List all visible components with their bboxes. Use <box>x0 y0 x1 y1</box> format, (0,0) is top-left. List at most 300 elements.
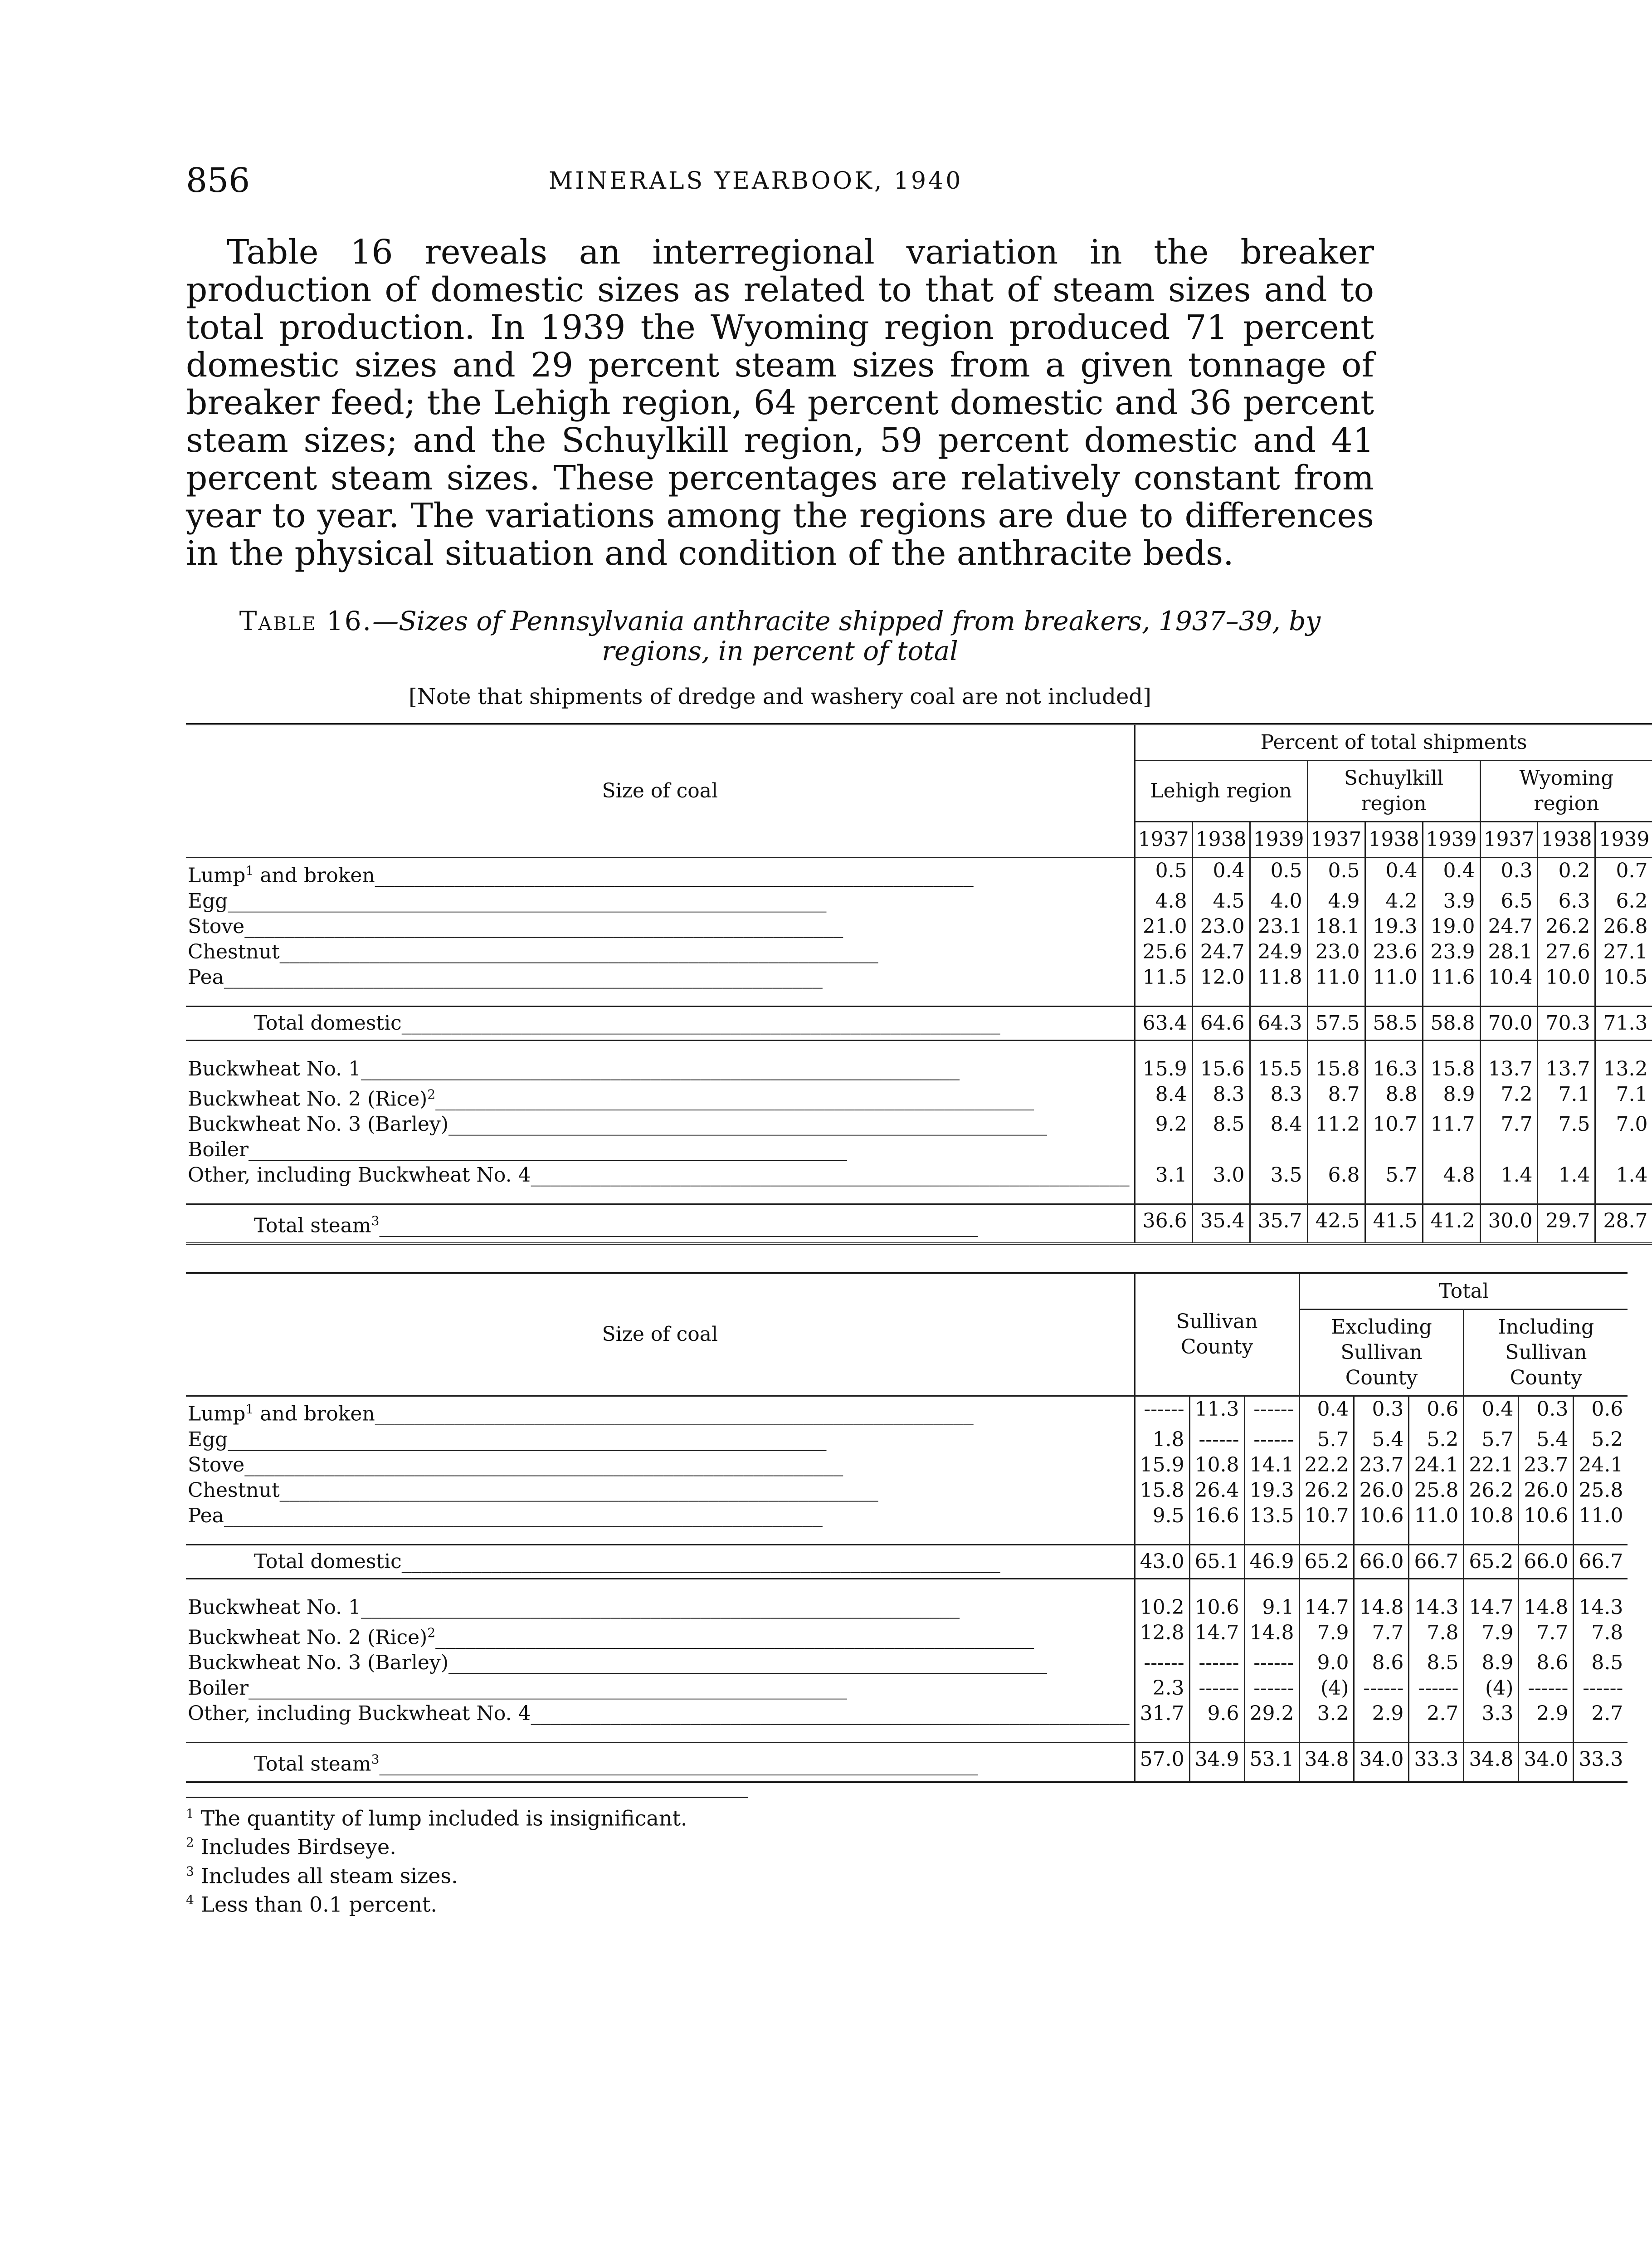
cell-value: 1.4 <box>1595 1163 1652 1188</box>
table-row <box>186 1137 1652 1163</box>
cell-value: 9.6 <box>1189 1701 1244 1726</box>
cell-value: 5.7 <box>1365 1163 1423 1188</box>
cell-value: 4.5 <box>1192 889 1250 914</box>
cell-value <box>1595 1137 1652 1163</box>
cell-value: 65.1 <box>1189 1545 1244 1579</box>
cell-value: 8.3 <box>1192 1082 1250 1112</box>
row-label: Lump$^1$ and broken____________________________________________________________ <box>188 863 974 887</box>
cell-value: 13.5 <box>1244 1503 1299 1529</box>
table-row <box>186 1204 1652 1244</box>
cell-value: 3.9 <box>1423 889 1480 914</box>
table-note: [Note that shipments of dredge and washery coal are not included] <box>409 684 1151 709</box>
cell-value: 58.8 <box>1423 1006 1480 1040</box>
cell-value: 8.7 <box>1307 1082 1365 1112</box>
table-row <box>186 914 1652 939</box>
cell-value: 7.8 <box>1409 1620 1464 1651</box>
cell-value: 10.6 <box>1189 1595 1244 1620</box>
cell-value: 0.2 <box>1538 858 1595 889</box>
footnote: $^2$ Includes Birdseye. <box>186 1834 396 1859</box>
row-label: Buckwheat No. 1____________________________________________________________ <box>188 1057 960 1080</box>
cell-value: 16.3 <box>1365 1056 1423 1082</box>
cell-value: 8.5 <box>1574 1650 1628 1676</box>
cell-value: 15.8 <box>1135 1478 1189 1503</box>
row-label: Stove____________________________________________________________ <box>188 914 843 938</box>
cell-value: 34.8 <box>1299 1743 1354 1782</box>
cell-value: 18.1 <box>1307 914 1365 939</box>
cell-value: 3.0 <box>1192 1163 1250 1188</box>
cell-value: 9.5 <box>1135 1503 1189 1529</box>
cell-value: 57.0 <box>1135 1743 1189 1782</box>
cell-value: 41.5 <box>1365 1204 1423 1244</box>
cell-value: 7.5 <box>1538 1112 1595 1137</box>
cell-value: (4) <box>1464 1676 1519 1701</box>
dot-leader: ____________________________________________________________ <box>531 1163 1130 1187</box>
running-title: MINERALS YEARBOOK, 1940 <box>549 167 963 195</box>
cell-value: 23.0 <box>1192 914 1250 939</box>
cell-value: 66.7 <box>1409 1545 1464 1579</box>
cell-value: 8.9 <box>1464 1650 1519 1676</box>
table-row <box>186 1163 1652 1188</box>
cell-value: 7.1 <box>1595 1082 1652 1112</box>
cell-value: 46.9 <box>1244 1545 1299 1579</box>
cell-value <box>1365 1137 1423 1163</box>
row-label: Other, including Buckwheat No. 4____________________________________________________________ <box>188 1163 1130 1187</box>
dot-leader: ____________________________________________________________ <box>279 1478 878 1502</box>
including-sullivan-header: Including Sullivan County <box>1464 1309 1628 1396</box>
cell-value: ------ <box>1135 1396 1189 1427</box>
cell-value <box>1192 1137 1250 1163</box>
cell-value: 10.0 <box>1538 965 1595 990</box>
table-row <box>186 1650 1628 1676</box>
cell-value: 4.8 <box>1423 1163 1480 1188</box>
cell-value: 19.0 <box>1423 914 1480 939</box>
cell-value: 22.2 <box>1299 1452 1354 1478</box>
cell-value: 7.9 <box>1299 1620 1354 1651</box>
cell-value: 11.7 <box>1423 1112 1480 1137</box>
cell-value <box>1250 1137 1307 1163</box>
cell-value: 0.4 <box>1464 1396 1519 1427</box>
cell-value: 0.5 <box>1135 858 1192 889</box>
row-label: Pea____________________________________________________________ <box>188 1504 823 1527</box>
cell-value: ------ <box>1244 1650 1299 1676</box>
cell-value: 15.8 <box>1423 1056 1480 1082</box>
row-label: Pea____________________________________________________________ <box>188 965 823 989</box>
cell-value: 11.2 <box>1307 1112 1365 1137</box>
year-header: 1937 <box>1307 822 1365 858</box>
dot-leader: ____________________________________________________________ <box>448 1113 1047 1136</box>
dot-leader: ____________________________________________________________ <box>435 1087 1034 1111</box>
cell-value: 10.8 <box>1189 1452 1244 1478</box>
dot-leader: ____________________________________________________________ <box>224 1504 823 1527</box>
cell-value: 6.3 <box>1538 889 1595 914</box>
cell-value: 26.2 <box>1538 914 1595 939</box>
cell-value: 53.1 <box>1244 1743 1299 1782</box>
cell-value: ------ <box>1189 1676 1244 1701</box>
total-header: Total <box>1299 1273 1628 1309</box>
cell-value: 0.3 <box>1480 858 1538 889</box>
cell-value: 14.8 <box>1244 1620 1299 1651</box>
table-row <box>186 1620 1628 1651</box>
cell-value: 10.7 <box>1365 1112 1423 1137</box>
cell-value: 5.7 <box>1299 1427 1354 1452</box>
table-row <box>186 939 1652 965</box>
cell-value: 9.2 <box>1135 1112 1192 1137</box>
cell-value: 42.5 <box>1307 1204 1365 1244</box>
cell-value: 0.6 <box>1574 1396 1628 1427</box>
cell-value: 10.7 <box>1299 1503 1354 1529</box>
cell-value: 5.4 <box>1354 1427 1409 1452</box>
cell-value: 26.2 <box>1464 1478 1519 1503</box>
cell-value <box>1480 1137 1538 1163</box>
cell-value: 36.6 <box>1135 1204 1192 1244</box>
cell-value: 23.7 <box>1519 1452 1574 1478</box>
cell-value: 26.0 <box>1354 1478 1409 1503</box>
cell-value: 11.5 <box>1135 965 1192 990</box>
dot-leader: ____________________________________________________________ <box>279 940 878 963</box>
year-header: 1937 <box>1135 822 1192 858</box>
cell-value: 10.4 <box>1480 965 1538 990</box>
spacer-row <box>186 1726 1628 1743</box>
dot-leader: ____________________________________________________________ <box>379 1752 978 1776</box>
dot-leader: ____________________________________________________________ <box>244 914 843 938</box>
row-label: Buckwheat No. 1____________________________________________________________ <box>188 1595 960 1619</box>
cell-value: 8.9 <box>1423 1082 1480 1112</box>
row-label: Boiler____________________________________________________________ <box>188 1677 848 1700</box>
cell-value: 7.9 <box>1464 1620 1519 1651</box>
cell-value: 25.6 <box>1135 939 1192 965</box>
cell-value: 15.9 <box>1135 1452 1189 1478</box>
table-row <box>186 1701 1628 1726</box>
cell-value: 28.7 <box>1595 1204 1652 1244</box>
table-row <box>186 1082 1652 1112</box>
cell-value: 33.3 <box>1409 1743 1464 1782</box>
row-label: Other, including Buckwheat No. 4____________________________________________________________ <box>188 1702 1130 1725</box>
year-header: 1937 <box>1480 822 1538 858</box>
footnote: $^3$ Includes all steam sizes. <box>186 1863 458 1888</box>
cell-value: 7.8 <box>1574 1620 1628 1651</box>
cell-value: 11.0 <box>1365 965 1423 990</box>
cell-value: ------ <box>1189 1427 1244 1452</box>
cell-value: 27.6 <box>1538 939 1595 965</box>
table-row <box>186 965 1652 990</box>
cell-value: ------ <box>1244 1396 1299 1427</box>
dot-leader: ____________________________________________________________ <box>401 1549 1000 1573</box>
cell-value: 14.8 <box>1519 1595 1574 1620</box>
sullivan-county-header: Sullivan County <box>1135 1273 1299 1396</box>
page <box>186 161 1650 1917</box>
dot-leader: ____________________________________________________________ <box>361 1057 960 1080</box>
cell-value: 65.2 <box>1299 1545 1354 1579</box>
spacer-row <box>186 1529 1628 1545</box>
cell-value: 24.9 <box>1250 939 1307 965</box>
cell-value: 41.2 <box>1423 1204 1480 1244</box>
cell-value: 0.6 <box>1409 1396 1464 1427</box>
region-header: Wyoming region <box>1480 761 1652 822</box>
cell-value: 11.0 <box>1307 965 1365 990</box>
cell-value: 25.8 <box>1409 1478 1464 1503</box>
cell-value: 14.8 <box>1354 1595 1409 1620</box>
dot-leader: ____________________________________________________________ <box>401 1011 1000 1035</box>
row-label: Buckwheat No. 3 (Barley)____________________________________________________________ <box>188 1113 1047 1136</box>
cell-value: 26.2 <box>1299 1478 1354 1503</box>
cell-value: 8.5 <box>1409 1650 1464 1676</box>
cell-value: 23.7 <box>1354 1452 1409 1478</box>
cell-value: 24.7 <box>1192 939 1250 965</box>
spacer-row <box>186 1188 1652 1204</box>
cell-value: 15.5 <box>1250 1056 1307 1082</box>
cell-value: 5.2 <box>1409 1427 1464 1452</box>
row-label: Total steam$^3$____________________________________________________________ <box>186 1743 1135 1782</box>
cell-value <box>1538 1137 1595 1163</box>
footnote-mark: 3 <box>371 1213 380 1229</box>
cell-value: 12.8 <box>1135 1620 1189 1651</box>
cell-value: 11.0 <box>1574 1503 1628 1529</box>
cell-value: 0.3 <box>1519 1396 1574 1427</box>
cell-value: 5.7 <box>1464 1427 1519 1452</box>
cell-value: 1.4 <box>1480 1163 1538 1188</box>
cell-value: 66.7 <box>1574 1545 1628 1579</box>
cell-value: 15.9 <box>1135 1056 1192 1082</box>
cell-value: 19.3 <box>1365 914 1423 939</box>
cell-value: 13.7 <box>1538 1056 1595 1082</box>
cell-value: 0.4 <box>1423 858 1480 889</box>
cell-value: 26.4 <box>1189 1478 1244 1503</box>
spacer-row <box>186 990 1652 1007</box>
spacer-row <box>186 1040 1652 1056</box>
cell-value: 6.8 <box>1307 1163 1365 1188</box>
cell-value: 8.4 <box>1250 1112 1307 1137</box>
cell-value: 7.7 <box>1354 1620 1409 1651</box>
cell-value: 10.5 <box>1595 965 1652 990</box>
cell-value: ------ <box>1574 1676 1628 1701</box>
spacer-row <box>186 1579 1628 1595</box>
cell-value: 70.0 <box>1480 1006 1538 1040</box>
cell-value: 4.2 <box>1365 889 1423 914</box>
cell-value: 23.9 <box>1423 939 1480 965</box>
cell-value: 0.4 <box>1365 858 1423 889</box>
cell-value: 8.4 <box>1135 1082 1192 1112</box>
table-row <box>186 1545 1628 1579</box>
cell-value: 6.2 <box>1595 889 1652 914</box>
cell-value: 63.4 <box>1135 1006 1192 1040</box>
cell-value: 5.2 <box>1574 1427 1628 1452</box>
dot-leader: ____________________________________________________________ <box>244 1453 843 1476</box>
table-row <box>186 1676 1628 1701</box>
cell-value: 66.0 <box>1354 1545 1409 1579</box>
cell-value: 13.7 <box>1480 1056 1538 1082</box>
row-label: Egg____________________________________________________________ <box>188 889 827 913</box>
cell-value: (4) <box>1299 1676 1354 1701</box>
table-part-regions <box>186 723 1652 1245</box>
table-label: Table 16. <box>239 606 373 636</box>
cell-value <box>1423 1137 1480 1163</box>
cell-value <box>1307 1137 1365 1163</box>
cell-value: 8.6 <box>1519 1650 1574 1676</box>
cell-value: 5.4 <box>1519 1427 1574 1452</box>
region-header: Lehigh region <box>1135 761 1307 822</box>
cell-value: 22.1 <box>1464 1452 1519 1478</box>
cell-value: 2.7 <box>1409 1701 1464 1726</box>
cell-value: 0.7 <box>1595 858 1652 889</box>
cell-value: 26.0 <box>1519 1478 1574 1503</box>
row-label: Lump$^1$ and broken____________________________________________________________ <box>188 1401 974 1426</box>
cell-value: 9.1 <box>1244 1595 1299 1620</box>
excluding-sullivan-header: Excluding Sullivan County <box>1299 1309 1464 1396</box>
row-label: Stove____________________________________________________________ <box>188 1453 843 1476</box>
cell-value: 33.3 <box>1574 1743 1628 1782</box>
cell-value: 35.4 <box>1192 1204 1250 1244</box>
cell-value: 9.0 <box>1299 1650 1354 1676</box>
cell-value: 15.6 <box>1192 1056 1250 1082</box>
cell-value: 7.7 <box>1480 1112 1538 1137</box>
cell-value: 7.1 <box>1538 1082 1595 1112</box>
cell-value: ------ <box>1135 1650 1189 1676</box>
percent-shipments-header: Percent of total shipments <box>1135 724 1652 761</box>
cell-value: 16.6 <box>1189 1503 1244 1529</box>
size-of-coal-header: Size of coal <box>186 724 1135 858</box>
cell-value: 14.3 <box>1574 1595 1628 1620</box>
cell-value: 8.5 <box>1192 1112 1250 1137</box>
cell-value: 3.5 <box>1250 1163 1307 1188</box>
row-label: Buckwheat No. 2 (Rice)$^2$____________________________________________________________ <box>188 1086 1034 1111</box>
cell-value: 7.0 <box>1595 1112 1652 1137</box>
footnote-mark: 2 <box>427 1086 436 1102</box>
cell-value: 10.8 <box>1464 1503 1519 1529</box>
cell-value: 65.2 <box>1464 1545 1519 1579</box>
dot-leader: ____________________________________________________________ <box>224 965 823 989</box>
cell-value: 29.7 <box>1538 1204 1595 1244</box>
cell-value: 64.6 <box>1192 1006 1250 1040</box>
cell-value: 26.8 <box>1595 914 1652 939</box>
cell-value: ------ <box>1519 1676 1574 1701</box>
cell-value: 4.8 <box>1135 889 1192 914</box>
year-header: 1939 <box>1423 822 1480 858</box>
dot-leader: ____________________________________________________________ <box>531 1702 1130 1725</box>
cell-value: 0.5 <box>1307 858 1365 889</box>
footnote-mark: 3 <box>371 1752 380 1767</box>
footnote-mark: 1 <box>245 1401 254 1417</box>
table-row <box>186 1427 1628 1452</box>
cell-value: 8.6 <box>1354 1650 1409 1676</box>
row-label: Total domestic____________________________________________________________ <box>186 1006 1135 1040</box>
table-row <box>186 1452 1628 1478</box>
cell-value: 21.0 <box>1135 914 1192 939</box>
dot-leader: ____________________________________________________________ <box>448 1651 1047 1675</box>
year-header: 1938 <box>1192 822 1250 858</box>
body-paragraph: Table 16 reveals an interregional variation in the breaker production of domestic sizes as related to that of steam sizes and to total production. In 1939 the Wyoming region produced 71 percent domestic sizes and 29 percent steam sizes from a given tonnage of breaker feed; the Lehigh region, 64 percent domestic and 36 percent steam sizes; and the Schuylkill region, 59 percent domestic and 41 percent steam sizes. These percentages are relatively constant from year to year. The variations among the regions are due to differences in the physical situation and condition of the anthracite beds. <box>186 233 1374 573</box>
dot-leader: ____________________________________________________________ <box>379 1214 978 1237</box>
footnote: $^1$ The quantity of lump included is insignificant. <box>186 1806 687 1831</box>
cell-value: 14.1 <box>1244 1452 1299 1478</box>
row-label: Chestnut____________________________________________________________ <box>188 1478 878 1502</box>
cell-value: 7.7 <box>1519 1620 1574 1651</box>
row-label: Boiler____________________________________________________________ <box>188 1138 848 1162</box>
cell-value: 10.6 <box>1354 1503 1409 1529</box>
cell-value: 7.2 <box>1480 1082 1538 1112</box>
row-label: Buckwheat No. 2 (Rice)$^2$____________________________________________________________ <box>188 1625 1034 1649</box>
cell-value: 64.3 <box>1250 1006 1307 1040</box>
dot-leader: ____________________________________________________________ <box>375 1402 974 1426</box>
cell-value: 0.4 <box>1299 1396 1354 1427</box>
table-row <box>186 1503 1628 1529</box>
cell-value: 31.7 <box>1135 1701 1189 1726</box>
table-row <box>186 1478 1628 1503</box>
cell-value: ------ <box>1354 1676 1409 1701</box>
row-label: Egg____________________________________________________________ <box>188 1427 827 1451</box>
cell-value: 34.8 <box>1464 1743 1519 1782</box>
cell-value: 25.8 <box>1574 1478 1628 1503</box>
footnotes <box>186 1797 748 1916</box>
table-row <box>186 889 1652 914</box>
dot-leader: ____________________________________________________________ <box>228 1427 827 1451</box>
cell-value: 11.8 <box>1250 965 1307 990</box>
cell-value: ------ <box>1189 1650 1244 1676</box>
year-header: 1939 <box>1595 822 1652 858</box>
cell-value: 10.2 <box>1135 1595 1189 1620</box>
cell-value: 15.8 <box>1307 1056 1365 1082</box>
region-header: Schuylkill region <box>1307 761 1480 822</box>
cell-value: 23.1 <box>1250 914 1307 939</box>
cell-value: 29.2 <box>1244 1701 1299 1726</box>
running-head <box>186 161 1374 215</box>
dot-leader: ____________________________________________________________ <box>249 1677 848 1700</box>
year-header: 1938 <box>1365 822 1423 858</box>
cell-value: 10.6 <box>1519 1503 1574 1529</box>
dot-leader: ____________________________________________________________ <box>249 1138 848 1162</box>
table-row <box>186 1595 1628 1620</box>
table-row <box>186 1112 1652 1137</box>
year-header: 1939 <box>1250 822 1307 858</box>
cell-value: 14.7 <box>1299 1595 1354 1620</box>
table-caption <box>186 606 1374 666</box>
cell-value: 19.3 <box>1244 1478 1299 1503</box>
cell-value <box>1135 1137 1192 1163</box>
cell-value: 14.7 <box>1464 1595 1519 1620</box>
table-title: —Sizes of Pennsylvania anthracite shipped from breakers, 1937–39, by regions, in percent of total <box>372 606 1321 666</box>
row-label: Total steam$^3$____________________________________________________________ <box>186 1204 1135 1244</box>
dot-leader: ____________________________________________________________ <box>375 864 974 887</box>
table-part-totals <box>186 1272 1628 1783</box>
cell-value: ------ <box>1244 1676 1299 1701</box>
cell-value: 66.0 <box>1519 1545 1574 1579</box>
cell-value: 34.9 <box>1189 1743 1244 1782</box>
dot-leader: ____________________________________________________________ <box>435 1626 1034 1649</box>
cell-value: 23.0 <box>1307 939 1365 965</box>
cell-value: 23.6 <box>1365 939 1423 965</box>
cell-value: ------ <box>1409 1676 1464 1701</box>
cell-value: 0.3 <box>1354 1396 1409 1427</box>
cell-value: 11.3 <box>1189 1396 1244 1427</box>
cell-value: 27.1 <box>1595 939 1652 965</box>
cell-value: 3.1 <box>1135 1163 1192 1188</box>
cell-value: 12.0 <box>1192 965 1250 990</box>
cell-value: 8.8 <box>1365 1082 1423 1112</box>
table-row <box>186 1056 1652 1082</box>
cell-value: 24.7 <box>1480 914 1538 939</box>
cell-value: 1.4 <box>1538 1163 1595 1188</box>
cell-value: 14.3 <box>1409 1595 1464 1620</box>
row-label: Chestnut____________________________________________________________ <box>188 940 878 963</box>
cell-value: 24.1 <box>1574 1452 1628 1478</box>
cell-value: 1.8 <box>1135 1427 1189 1452</box>
cell-value: 35.7 <box>1250 1204 1307 1244</box>
cell-value: 0.4 <box>1192 858 1250 889</box>
row-label: Total domestic____________________________________________________________ <box>186 1545 1135 1579</box>
footnote-mark: 1 <box>245 863 254 878</box>
page-number: 856 <box>186 161 250 200</box>
year-header: 1938 <box>1538 822 1595 858</box>
cell-value: 13.2 <box>1595 1056 1652 1082</box>
